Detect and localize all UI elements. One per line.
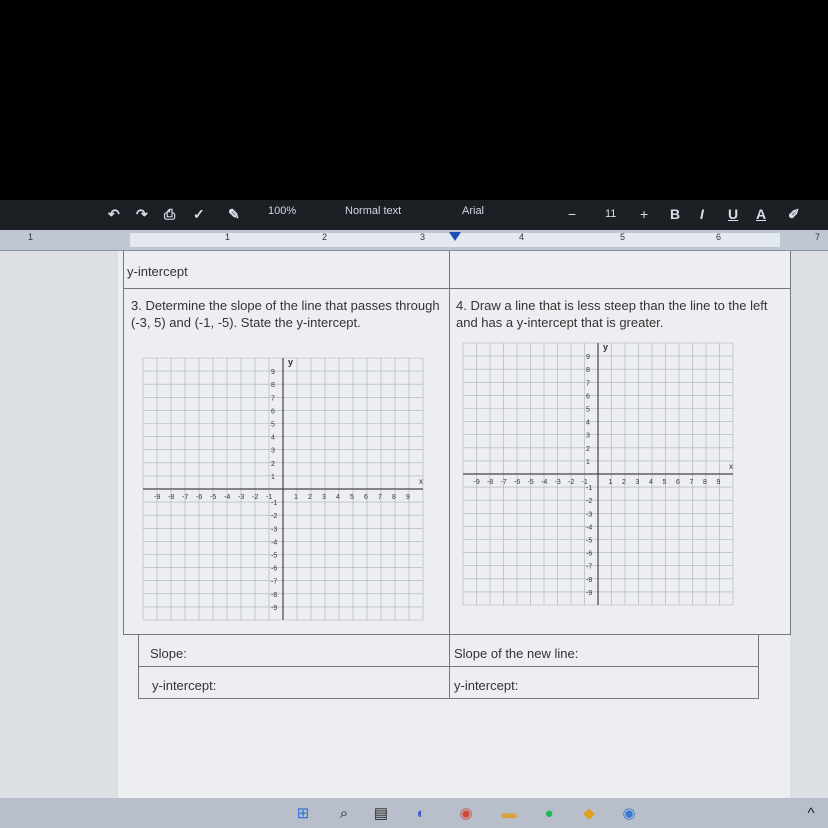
ruler-number: 2: [322, 232, 328, 242]
x-tick-label: -8: [168, 494, 175, 501]
q4-slope-label: Slope of the new line:: [454, 646, 579, 661]
q3-slope-label: Slope:: [150, 646, 187, 661]
y-tick-label: 5: [271, 421, 275, 429]
y-tick-label: -6: [586, 550, 593, 558]
x-tick-label: 1: [608, 479, 613, 486]
folder-icon[interactable]: ▬: [501, 804, 517, 822]
ruler-number: 4: [519, 232, 525, 242]
x-tick-label: -8: [487, 479, 494, 486]
y-tick-label: 2: [586, 445, 590, 453]
ruler-number: 1: [28, 232, 34, 242]
y-tick-label: 3: [586, 432, 590, 440]
top-intercept-label: y-intercept: [127, 264, 188, 279]
x-tick-label: 6: [364, 494, 368, 501]
y-tick-label: 4: [586, 419, 590, 427]
ruler-number: 5: [620, 232, 626, 242]
windows-icon[interactable]: ⊞: [296, 805, 310, 822]
underline-button[interactable]: U: [728, 206, 739, 222]
table-cell: [123, 251, 450, 289]
y-tick-label: 1: [271, 473, 275, 481]
y-tick-label: -4: [271, 539, 278, 547]
x-tick-label: -9: [154, 494, 161, 501]
y-tick-label: -1: [271, 500, 278, 508]
x-tick-label: -2: [252, 494, 259, 501]
x-tick-label: -3: [238, 494, 245, 501]
x-tick-label: 5: [350, 494, 354, 501]
y-tick-label: -8: [586, 576, 593, 584]
y-tick-label: -3: [271, 526, 278, 534]
table-cell: [449, 251, 791, 289]
x-tick-label: 7: [689, 479, 694, 486]
y-tick-label: 4: [271, 434, 275, 442]
ruler-number: 3: [420, 232, 426, 242]
ruler-number: 6: [716, 232, 722, 242]
q4-prompt: 4. Draw a line that is less steep than the line to the left and has a y-intercept that is greater.: [456, 298, 768, 330]
x-tick-label: 8: [703, 479, 707, 486]
spotify-icon[interactable]: ●: [544, 804, 554, 822]
chrome-profile-icon[interactable]: ◉: [622, 805, 636, 822]
paint-format-icon[interactable]: ✎: [228, 206, 240, 222]
y-tick-label: 1: [586, 458, 590, 466]
q4-coordinate-grid[interactable]: [458, 338, 738, 610]
y-axis-label: y: [603, 342, 609, 352]
x-tick-label: -6: [196, 494, 203, 501]
x-axis-label: x: [729, 462, 733, 471]
y-tick-label: 9: [586, 354, 590, 362]
editor-toolbar: [0, 200, 828, 230]
x-tick-label: -1: [266, 494, 273, 501]
spellcheck-icon[interactable]: ✓: [193, 206, 205, 222]
document-page[interactable]: [118, 251, 790, 798]
y-tick-label: -2: [271, 513, 278, 521]
style-select[interactable]: Normal text: [345, 205, 402, 217]
x-tick-label: 3: [635, 479, 640, 486]
y-tick-label: 9: [271, 369, 275, 377]
x-tick-label: 9: [406, 494, 410, 501]
zoom-select[interactable]: 100%: [268, 205, 297, 217]
y-tick-label: 8: [271, 382, 275, 390]
y-tick-label: -3: [586, 511, 593, 519]
x-tick-label: 5: [662, 479, 667, 486]
x-tick-label: -1: [581, 479, 588, 486]
highlight-icon[interactable]: ✐: [788, 206, 800, 222]
x-tick-label: -5: [527, 479, 534, 486]
ruler-number: 7: [815, 232, 821, 242]
y-tick-label: -8: [271, 591, 278, 599]
font-size-field[interactable]: 11: [605, 208, 617, 220]
x-tick-label: 9: [716, 479, 721, 486]
y-tick-label: 3: [271, 447, 275, 455]
print-icon[interactable]: ⎙: [164, 206, 176, 222]
y-tick-label: 6: [271, 408, 275, 416]
undo-icon[interactable]: ↶: [108, 206, 120, 222]
y-tick-label: 8: [586, 367, 590, 375]
y-tick-label: -7: [271, 578, 278, 586]
x-tick-label: -2: [568, 479, 575, 486]
font-size-minus-icon[interactable]: −: [568, 206, 577, 222]
indent-marker[interactable]: [449, 232, 461, 241]
x-tick-label: -7: [182, 494, 189, 501]
x-tick-label: 4: [649, 479, 653, 486]
italic-button[interactable]: I: [700, 206, 704, 222]
x-tick-label: -6: [514, 479, 521, 486]
x-tick-label: -9: [473, 479, 480, 486]
y-tick-label: -5: [271, 552, 278, 560]
q3-intercept-label: y-intercept:: [152, 678, 217, 693]
font-size-plus-icon[interactable]: +: [640, 206, 649, 222]
bold-button[interactable]: B: [670, 206, 681, 222]
x-tick-label: 3: [322, 494, 326, 501]
y-tick-label: 6: [586, 393, 590, 401]
y-tick-label: -4: [586, 524, 593, 532]
x-tick-label: 2: [622, 479, 626, 486]
x-tick-label: -4: [541, 479, 548, 486]
x-axis-label: x: [419, 477, 423, 486]
x-tick-label: 8: [392, 494, 396, 501]
ruler-number: 1: [225, 232, 231, 242]
app-icon[interactable]: ◆: [583, 805, 595, 822]
y-tick-label: -6: [271, 565, 278, 573]
x-tick-label: -5: [210, 494, 217, 501]
monitor-bezel: [0, 0, 828, 200]
y-tick-label: -7: [586, 563, 593, 571]
taskbar: [0, 798, 828, 828]
chrome-icon[interactable]: ◉: [459, 805, 473, 822]
chat-icon[interactable]: ◐: [416, 804, 426, 822]
y-tick-label: 5: [586, 406, 590, 414]
q3-coordinate-grid[interactable]: [138, 353, 428, 625]
ruler: [0, 230, 828, 251]
y-tick-label: -2: [586, 498, 593, 506]
x-tick-label: 4: [336, 494, 340, 501]
x-tick-label: -7: [500, 479, 507, 486]
y-tick-label: 7: [586, 380, 590, 388]
y-tick-label: -1: [586, 485, 593, 493]
y-tick-label: -9: [271, 604, 278, 612]
search-icon[interactable]: ⌕: [339, 804, 349, 822]
text-color-button[interactable]: A: [756, 206, 767, 222]
x-tick-label: -3: [554, 479, 561, 486]
document-area: [0, 251, 828, 798]
x-tick-label: 7: [378, 494, 382, 501]
q3-prompt: 3. Determine the slope of the line that passes through (-3, 5) and (-1, -5). State the y-intercept.: [131, 298, 440, 330]
y-tick-label: 2: [271, 460, 275, 468]
y-tick-label: -9: [586, 589, 593, 597]
x-tick-label: 6: [676, 479, 680, 486]
y-tick-label: -5: [586, 537, 593, 545]
redo-icon[interactable]: ↷: [136, 206, 148, 222]
y-axis-label: y: [288, 357, 294, 367]
x-tick-label: -4: [224, 494, 231, 501]
x-tick-label: 1: [294, 494, 298, 501]
x-tick-label: 2: [308, 494, 312, 501]
q4-intercept-label: y-intercept:: [454, 678, 519, 693]
file-explorer-icon[interactable]: ▤: [373, 805, 389, 822]
y-tick-label: 7: [271, 395, 275, 403]
chevron-up-icon[interactable]: ^: [807, 804, 815, 822]
font-select[interactable]: Arial: [462, 205, 485, 217]
